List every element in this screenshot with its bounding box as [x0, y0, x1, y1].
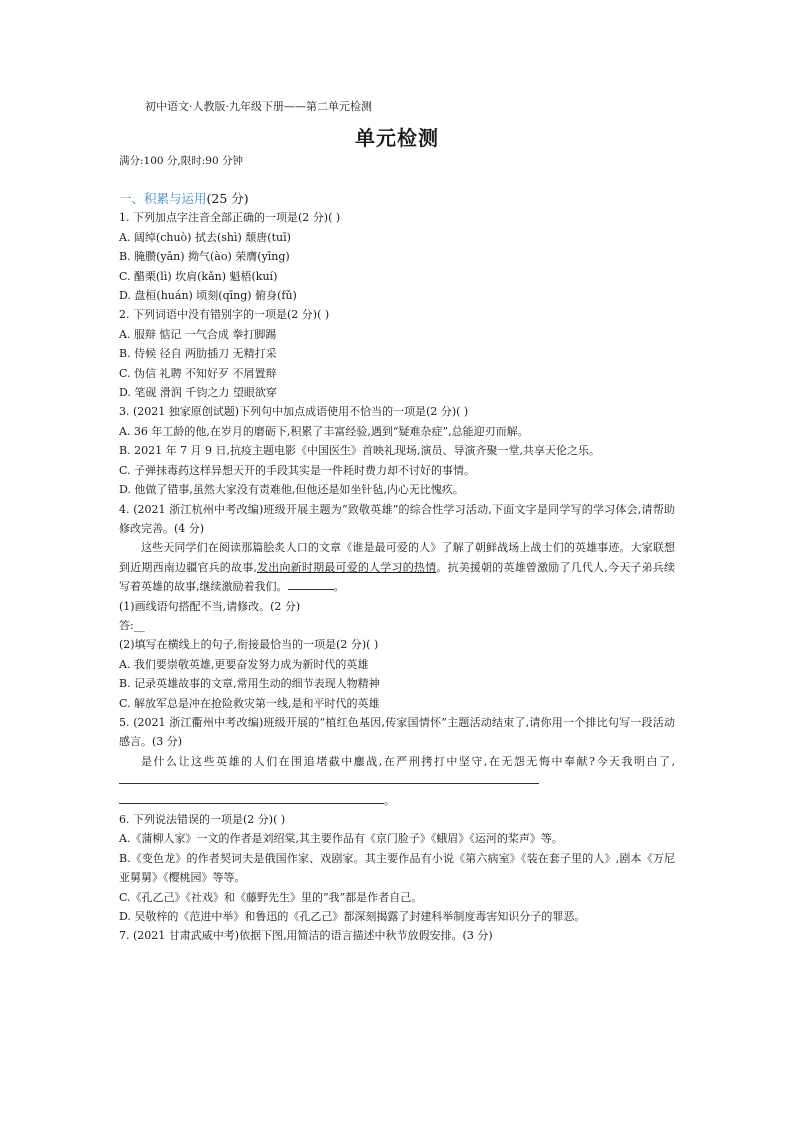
question-4-sub-1: (1)画线语句搭配不当,请修改。(2 分): [119, 599, 301, 613]
page-title: 单元检测: [355, 126, 439, 150]
question-6-option-d: D. 吴敬梓的《范进中举》和鲁迅的《孔乙己》都深刻揭露了封建科举制度毒害知识分子的罪恶。: [119, 910, 586, 924]
question-2-option-c: C. 伪信 礼聘 不知好歹 不屑置辩: [119, 366, 277, 380]
question-5-line-2: [119, 791, 675, 810]
question-6-stem: 6. 下列说法错误的一项是(2 分)( ): [119, 813, 286, 826]
question-5-end: 。: [384, 793, 395, 807]
passage-end: 。: [333, 580, 345, 594]
passage-text-pre: 这些天同学们在阅读那篇脍炙人口的文章《谁是最可爱的人》了解了朝鲜战场上战士们的英雄事迹。大家联想到近期西南边疆官兵的故事,: [119, 541, 675, 574]
question-3-option-c: C. 子弹抹毒药这样异想天开的手段其实是一件耗时费力却不讨好的事情。: [119, 463, 476, 477]
question-2-stem: 2. 下列词语中没有错别字的一项是(2 分)( ): [119, 308, 330, 322]
document-subtitle: 初中语文·人教版·九年级下册——第二单元检测: [145, 100, 372, 113]
question-5-text: 是什么让这些英雄的人们在围追堵截中鏖战,在严刑拷打中坚守,在无怨无悔中奉献?今天我明白了,: [141, 754, 675, 768]
question-6-option-a: A.《蒲柳人家》一文的作者是刘绍棠,其主要作品有《京门脸子》《蛾眉》《运河的桨声》等。: [119, 832, 563, 846]
question-2-option-d: D. 笔砚 滑润 千钧之力 望眼欲穿: [119, 386, 277, 400]
question-3-stem: 3. (2021 独家原创试题)下列句中加点成语使用不恰当的一项是(2 分)( ): [119, 405, 469, 419]
question-6-option-c: C.《孔乙己》《社戏》和《藤野先生》里的“我”都是作者自己。: [119, 890, 423, 904]
question-4-passage: [119, 538, 675, 596]
answer-blank-1[interactable]: [119, 771, 539, 784]
underlined-sentence: 发出向新时期最可爱的人学习的热情: [256, 560, 437, 574]
question-3-option-d: D. 他做了错事,虽然大家没有责难他,但他还是如坐针毡,内心无比愧疚。: [119, 483, 464, 497]
section-heading: [119, 189, 675, 208]
question-1-option-a: A. 阔绰(chuò) 拭去(shì) 颓唐(tuī): [119, 230, 291, 244]
question-4-option-b: B. 记录英雄故事的文章,常用生动的细节表现人物精神: [119, 677, 380, 691]
question-4-option-c: C. 解放军总是冲在抢险救灾第一线,是和平时代的英雄: [119, 696, 380, 710]
passage-text-post: 。抗美援朝的英雄曾激励了几代人,今天子弟兵续写着英雄的故事,继续激励着我们。: [119, 560, 676, 594]
question-1-option-b: B. 腌臜(yān) 拗气(ào) 荣膺(yīng): [119, 250, 290, 264]
fill-blank[interactable]: [288, 577, 334, 590]
section-score: (25 分): [206, 191, 249, 206]
question-3-option-a: A. 36 年工龄的他,在岁月的磨砺下,积累了丰富经验,遇到“疑难杂症”,总能迎刃而解。: [119, 424, 529, 438]
exam-content: [119, 189, 675, 946]
exam-meta: 满分:100 分,限时:90 分钟: [119, 155, 243, 167]
question-4-answer: 答:__: [119, 618, 145, 632]
question-1-option-c: C. 醋栗(lì) 坎肩(kǎn) 魁梧(kuí): [119, 269, 278, 283]
question-4-stem: 4. (2021 浙江杭州中考改编)班级开展主题为“致敬英雄”的综合性学习活动,下面文字是同学写的学习体会,请帮助修改完善。(4 分): [119, 502, 675, 535]
question-5-passage: [119, 752, 675, 791]
question-7-stem: 7. (2021 甘肃武威中考)依据下图,用简洁的语言描述中秋节放假安排。(3 分): [119, 929, 493, 943]
section-name: 积累与运用: [144, 191, 207, 206]
question-4-sub-2: (2)填写在横线上的句子,衔接最恰当的一项是(2 分)( ): [119, 638, 379, 652]
question-2-option-b: B. 侍候 径自 两肋插刀 无精打采: [119, 347, 277, 361]
question-6-option-b: B.《变色龙》的作者契诃夫是俄国作家、戏剧家。其主要作品有小说《第六病室》《装在套子里的人》,剧本《万尼亚舅舅》《樱桃园》等等。: [119, 851, 675, 885]
question-4-option-a: A. 我们要崇敬英雄,更要奋发努力成为新时代的英雄: [119, 657, 369, 671]
question-1-stem: 1. 下列加点字注音全部正确的一项是(2 分)( ): [119, 211, 341, 225]
question-5-stem: 5. (2021 浙江衢州中考改编)班级开展的“植红色基因,传家国情怀”主题活动结束了,请你用一个排比句写一段活动感言。(3 分): [119, 715, 675, 749]
question-1-option-d: D. 盘桓(huán) 顷刻(qīng) 俯身(fǔ): [119, 289, 297, 303]
question-2-option-a: A. 服辩 惦记 一气合成 拳打脚踢: [119, 327, 277, 341]
section-number: 一、: [119, 191, 145, 206]
question-3-option-b: B. 2021 年 7 月 9 日,抗疫主题电影《中国医生》首映礼现场,演员、导演齐聚一堂,共享天伦之乐。: [119, 444, 601, 458]
answer-blank-2[interactable]: [119, 791, 384, 804]
